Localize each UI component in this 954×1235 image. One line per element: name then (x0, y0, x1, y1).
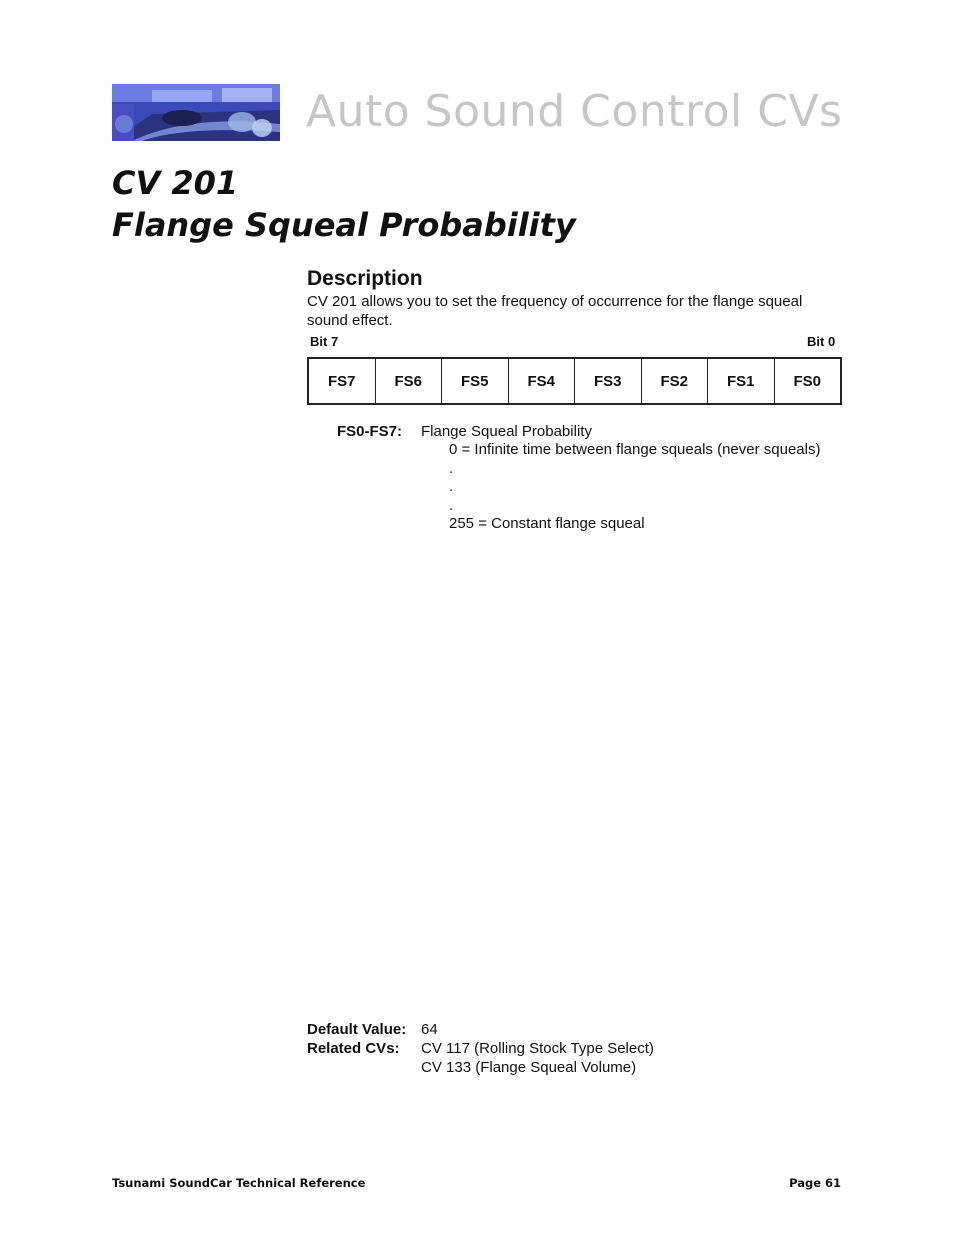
bit-cell-fs4: FS4 (508, 359, 575, 403)
bit-7-label: Bit 7 (310, 334, 339, 349)
bit-cell-fs5: FS5 (441, 359, 508, 403)
description-heading: Description (307, 267, 423, 290)
bit-cell-fs6: FS6 (375, 359, 442, 403)
related-cv-item: CV 117 (Rolling Stock Type Select) (421, 1040, 654, 1057)
bit-cell-fs0: FS0 (774, 359, 841, 403)
definition-line: . (449, 478, 454, 495)
definition-label: FS0-FS7: (337, 423, 403, 440)
related-cvs-label: Related CVs: (307, 1040, 400, 1057)
section-title: Auto Sound Control CVs (306, 86, 843, 137)
bit-0-label: Bit 0 (807, 334, 836, 349)
default-value: 64 (421, 1021, 438, 1038)
cv-name: Flange Squeal Probability (112, 206, 576, 244)
definition-line: 0 = Infinite time between flange squeals (never squeals) (449, 441, 821, 458)
bit-cell-fs2: FS2 (641, 359, 708, 403)
footer-page-number: Page 61 (789, 1176, 841, 1190)
bit-table (307, 357, 842, 405)
definition-line: 255 = Constant flange squeal (449, 515, 645, 532)
description-text: CV 201 allows you to set the frequency of occurrence for the flange squeal sound effect. (307, 293, 803, 329)
related-cv-item: CV 133 (Flange Squeal Volume) (421, 1059, 637, 1076)
definition-line: . (449, 496, 454, 514)
bit-cell-fs1: FS1 (707, 359, 774, 403)
railcar-interior-photo (112, 84, 280, 141)
definition-line: . (449, 459, 454, 477)
bit-cell-fs7: FS7 (327, 372, 356, 390)
cv-number: CV 201 (112, 164, 239, 202)
definition-title: Flange Squeal Probability (421, 423, 592, 440)
footer-document-title: Tsunami SoundCar Technical Reference (112, 1176, 366, 1190)
bit-cell-fs3: FS3 (574, 359, 641, 403)
default-value-label: Default Value: (307, 1021, 407, 1038)
definition-values (449, 441, 820, 534)
